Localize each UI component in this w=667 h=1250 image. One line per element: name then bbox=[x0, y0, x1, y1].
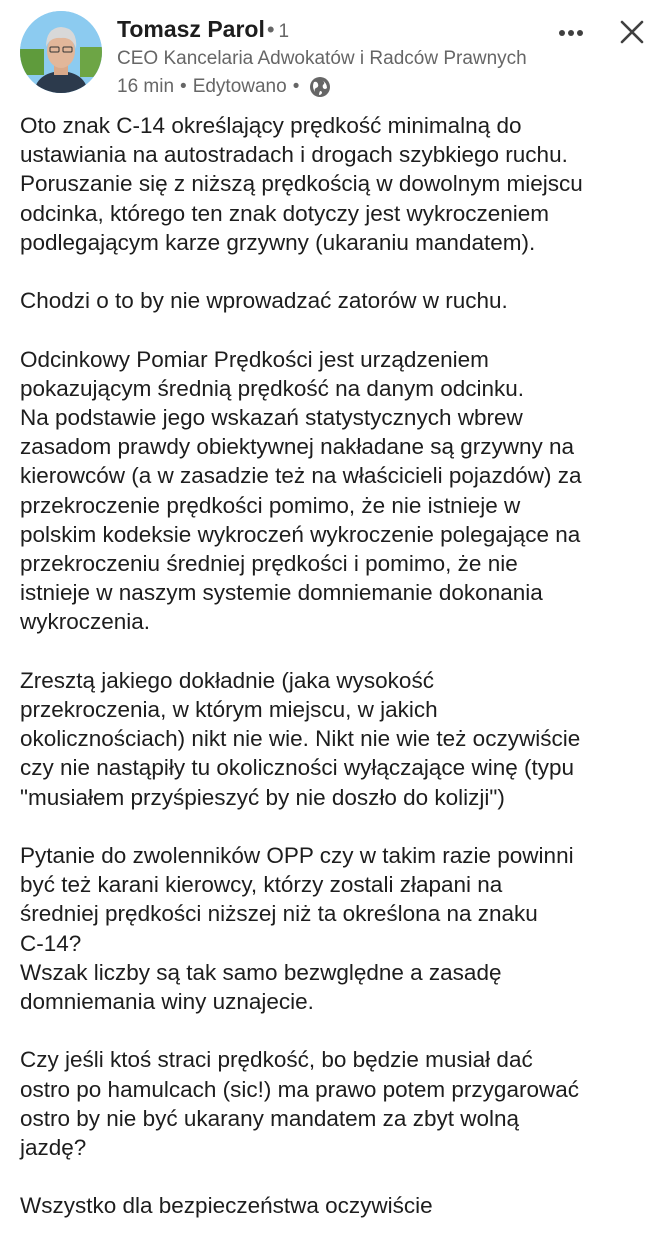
post-text-line: ostro po hamulcach (sic!) ma prawo potem przygarować bbox=[20, 1076, 579, 1102]
post-text-line: Wszystko dla bezpieczeństwa oczywiście bbox=[20, 1193, 433, 1219]
post-text-line: Pytanie do zwolenników OPP czy w takim razie powinni bbox=[20, 843, 574, 869]
post-text-line: okolicznościach) nikt nie wie. Nikt nie wie też oczywiście bbox=[20, 726, 581, 752]
avatar[interactable] bbox=[20, 11, 102, 93]
post-text-line: jazdę? bbox=[20, 1135, 87, 1161]
post-text-line: wykroczenia. bbox=[20, 609, 151, 635]
post-text-line: zasadom prawdy obiektywnej nakładane są grzywny na bbox=[20, 434, 575, 460]
post-text-line: Czy jeśli ktoś straci prędkość, bo będzie musiał dać bbox=[20, 1047, 533, 1073]
author-name-line bbox=[117, 14, 289, 47]
post-text-line: odcinka, którego ten znak dotyczy jest wykroczeniem bbox=[20, 200, 549, 226]
post-text-line: przekroczeniu średniej prędkości i pomimo, że nie bbox=[20, 551, 518, 577]
post-text-line: kierowców (a w zasadzie też na właścicieli pojazdów) za bbox=[20, 463, 582, 489]
post-paragraph bbox=[20, 841, 655, 1016]
post-text-line: Odcinkowy Pomiar Prędkości jest urządzeniem bbox=[20, 346, 489, 372]
post-paragraph bbox=[20, 286, 655, 315]
post-paragraph bbox=[20, 345, 655, 637]
post-text-line: Zresztą jakiego dokładnie (jaka wysokość bbox=[20, 667, 434, 693]
post-text-line: istnieje w naszym systemie domniemanie dokonania bbox=[20, 580, 543, 606]
post-text-line: "musiałem przyśpieszyć by nie doszło do kolizji") bbox=[20, 784, 505, 810]
post-text-line: być też karani kierowcy, którzy zostali złapani na bbox=[20, 872, 503, 898]
post-paragraph bbox=[20, 1191, 655, 1220]
post-text-line: Poruszanie się z niższą prędkością w dowolnym miejscu bbox=[20, 171, 583, 197]
edited-label: Edytowano bbox=[192, 76, 287, 97]
post-paragraph bbox=[20, 666, 655, 812]
post-text-line: domniemania winy uznajecie. bbox=[20, 989, 314, 1015]
post-meta bbox=[117, 74, 331, 100]
post-text-line: średniej prędkości niższej niż ta określona na znaku bbox=[20, 901, 538, 927]
post-text-line: Na podstawie jego wskazań statystycznych wbrew bbox=[20, 405, 523, 430]
post-text-line: pokazującym średnią prędkość na danym odcinku. bbox=[20, 375, 525, 401]
post-paragraph bbox=[20, 1045, 655, 1162]
post-header bbox=[0, 0, 667, 100]
meta-separator: • bbox=[180, 76, 187, 97]
post-text-line: ostro by nie być ukarany mandatem za zbyt wolną bbox=[20, 1105, 519, 1131]
post-text-line: przekroczenia, w którym miejscu, w jakich bbox=[20, 697, 438, 723]
meta-separator-2: • bbox=[292, 76, 300, 97]
post-text-line: C-14? bbox=[20, 930, 82, 956]
connection-dot: • bbox=[266, 17, 275, 42]
post-text-line: Chodzi o to by nie wprowadzać zatorów w ruchu. bbox=[20, 288, 508, 314]
post-text-line: przekroczenie prędkości pomimo, że nie istnieje w bbox=[20, 492, 521, 518]
post-text-line: czy nie nastąpiły tu okoliczności wyłączające winę (typu bbox=[20, 755, 574, 781]
connection-degree: 1 bbox=[278, 21, 290, 42]
post-text-line: polskim kodeksie wykroczeń wykroczenie polegające na bbox=[20, 521, 581, 547]
more-icon[interactable] bbox=[556, 18, 586, 48]
post-time: 16 min bbox=[117, 76, 175, 97]
author-name[interactable]: Tomasz Parol bbox=[117, 16, 265, 42]
post-paragraph bbox=[20, 111, 655, 257]
avatar-photo bbox=[20, 11, 102, 93]
post-text-line: Oto znak C-14 określający prędkość minimalną do bbox=[20, 113, 522, 138]
globe-icon bbox=[309, 76, 331, 98]
post-body bbox=[20, 111, 655, 1250]
author-headline: CEO Kancelaria Adwokatów i Radców Prawnych bbox=[117, 48, 527, 69]
post-text-line: ustawiania na autostradach i drogach szybkiego ruchu. bbox=[20, 142, 568, 168]
post-text-line: podlegającym karze grzywny (ukaraniu mandatem). bbox=[20, 229, 536, 255]
close-icon[interactable] bbox=[620, 20, 644, 44]
post-text-line: Wszak liczby są tak samo bezwględne a zasadę bbox=[20, 959, 502, 985]
